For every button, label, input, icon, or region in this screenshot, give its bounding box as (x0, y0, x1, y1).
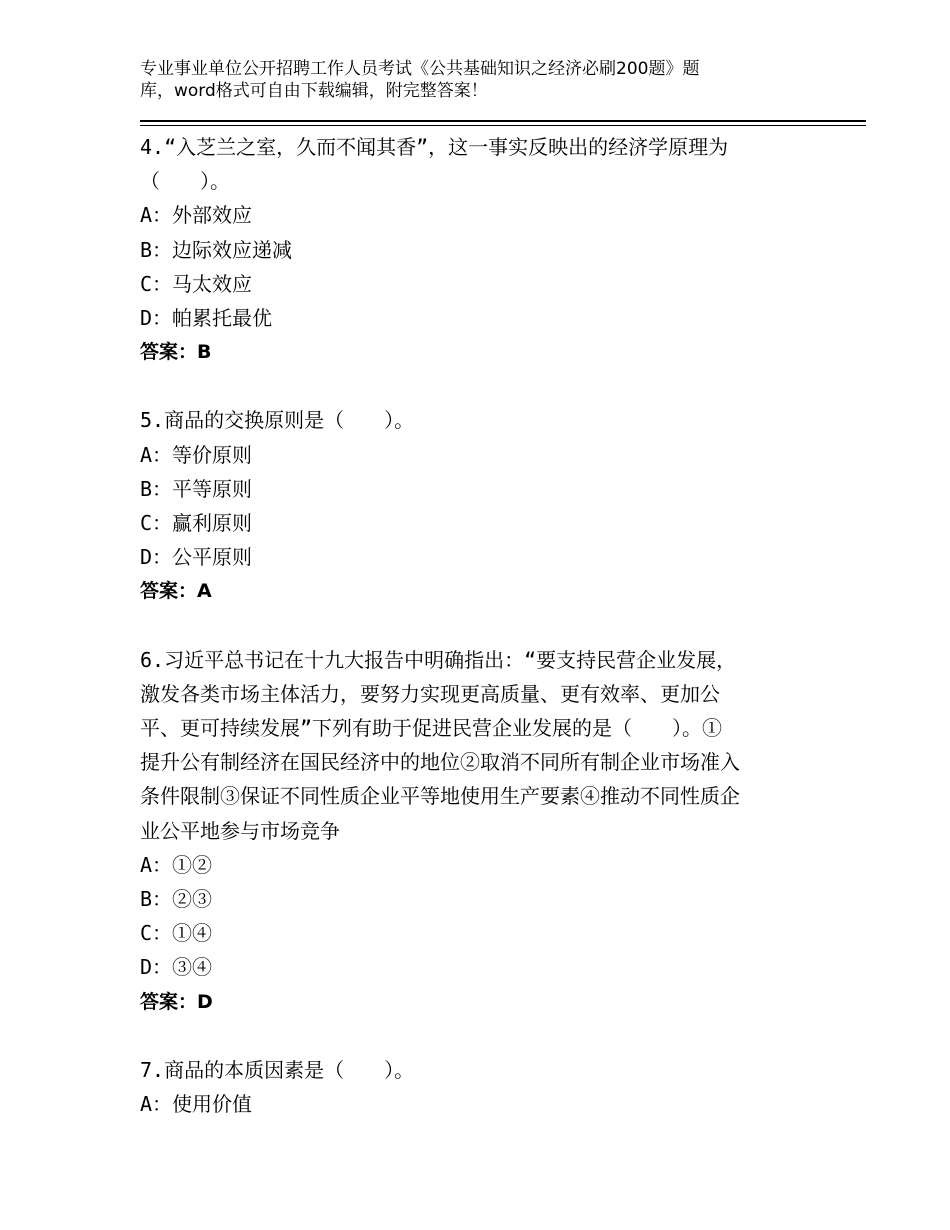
question-6-stem-line-2: 激发各类市场主体活力，要努力实现更高质量、更有效率、更加公 (140, 681, 720, 706)
question-6-option-c: C：①④ (140, 921, 213, 946)
question-6-answer: 答案：D (140, 990, 213, 1013)
question-6-stem-line-3: 平、更可持续发展”下列有助于促进民营企业发展的是（ ）。① (140, 716, 723, 741)
question-7-stem-line-1: 7.商品的本质因素是（ ）。 (140, 1057, 415, 1082)
question-list (140, 130, 800, 1121)
question-6-stem-line-4: 提升公有制经济在国民经济中的地位②取消不同所有制企业市场准入 (140, 750, 740, 775)
question-4-option-c: C：马太效应 (140, 271, 253, 296)
question-6-option-d: D：③④ (140, 955, 213, 980)
header-line-2: 库，word格式可自由下载编辑，附完整答案！ (140, 81, 488, 101)
header-line-1: 专业事业单位公开招聘工作人员考试《公共基础知识之经济必刷200题》题 (140, 59, 700, 79)
question-6 (140, 643, 800, 1019)
question-7 (140, 1053, 800, 1121)
question-5 (140, 403, 800, 608)
question-4-option-d: D：帕累托最优 (140, 306, 273, 331)
question-6-option-a: A：①② (140, 852, 213, 877)
question-5-option-a: A：等价原则 (140, 442, 253, 467)
question-5-option-c: C：赢利原则 (140, 511, 253, 536)
question-4-option-a: A：外部效应 (140, 203, 253, 228)
spacer (140, 609, 800, 643)
question-4-stem-line-2: （ ）。 (140, 169, 230, 194)
spacer (140, 369, 800, 403)
question-5-option-b: B：平等原则 (140, 476, 253, 501)
spacer (140, 1019, 800, 1053)
question-4-answer: 答案：B (140, 341, 212, 364)
question-5-answer: 答案：A (140, 580, 212, 603)
question-5-stem-line-1: 5.商品的交换原则是（ ）。 (140, 408, 415, 433)
question-6-stem-line-6: 业公平地参与市场竞争 (140, 818, 340, 843)
document-header (140, 58, 780, 102)
header-divider-thick (140, 120, 866, 122)
question-4-stem-line-1: 4.“入芝兰之室，久而不闻其香”，这一事实反映出的经济学原理为 (140, 135, 729, 159)
question-5-option-d: D：公平原则 (140, 545, 253, 570)
question-6-stem-line-1: 6.习近平总书记在十九大报告中明确指出：“要支持民营企业发展， (140, 647, 737, 672)
question-4-option-b: B：边际效应递减 (140, 237, 293, 262)
question-6-option-b: B：②③ (140, 887, 213, 912)
question-6-stem-line-5: 条件限制③保证不同性质企业平等地使用生产要素④推动不同性质企 (140, 784, 740, 809)
question-7-option-a: A：使用价值 (140, 1092, 253, 1117)
question-4 (140, 130, 800, 369)
header-divider-thin (140, 125, 866, 126)
